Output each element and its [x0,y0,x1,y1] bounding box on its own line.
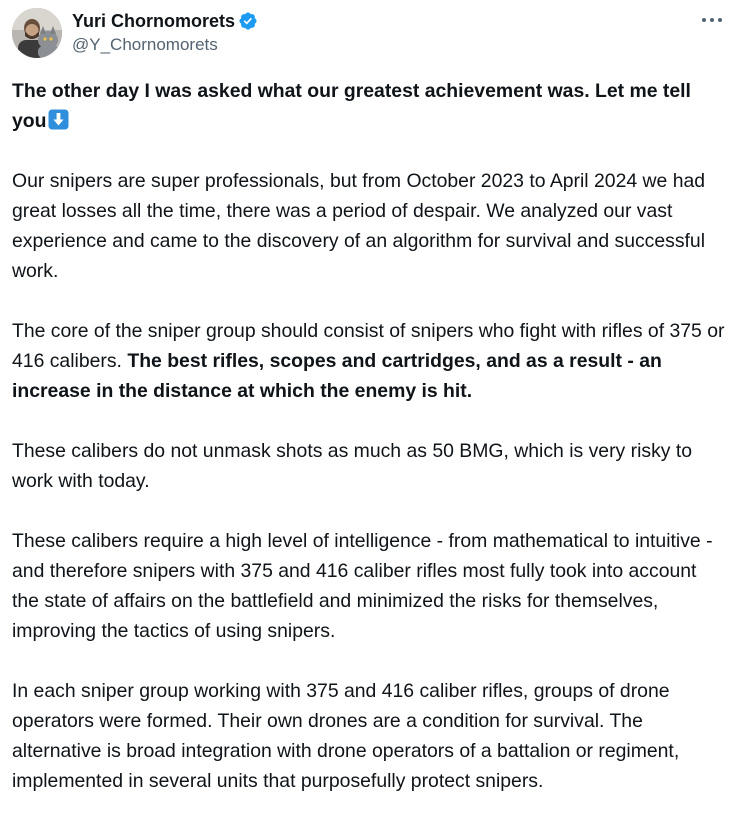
tweet-header [12,8,258,58]
tweet-paragraph-2-normal: The core of the sniper group should consist of snipers who fight with rifles of 375 or 416 calibers. [12,320,725,372]
tweet-intro [12,76,728,136]
tweet-paragraph-1: Our snipers are super professionals, but from October 2023 to April 2024 we had great losses all the time, there was a period of despair. We analyzed our vast experience and came to the discovery of an algorithm for survival and successful work. [12,170,706,282]
tweet-paragraph-4: These calibers require a high level of intelligence - from mathematical to intuitive - and therefore snipers with 375 and 416 caliber rifles most fully took into account the state of affairs on the battlefield and minimized the risks for themselves, improving the tactics of using snipers. [12,530,713,642]
tweet-text [12,76,728,826]
more-options-icon[interactable] [698,10,726,30]
down-arrow-emoji-icon [48,109,69,130]
tweet-paragraph-2-bold: The best rifles, scopes and cartridges, and as a result - an increase in the distance at which the enemy is hit. [12,350,662,402]
author-names [72,9,258,57]
name-row [72,9,258,33]
tweet-intro-text: The other day I was asked what our greatest achievement was. Let me tell you [12,80,691,132]
author-handle[interactable]: @Y_Chornomorets [72,35,218,54]
tweet-paragraph-2 [12,316,728,406]
avatar-photo [12,8,62,58]
author-display-name[interactable]: Yuri Chornomorets [72,11,236,31]
tweet-paragraph-3: These calibers do not unmask shots as much as 50 BMG, which is very risky to work with today. [12,440,693,492]
tweet-paragraph-5: In each sniper group working with 375 and 416 caliber rifles, groups of drone operators were formed. Their own drones are a condition for survival. The alternative is broad integration with drone operators of a battalion or regiment, implemented in several units that purposefully protect snipers. [12,680,680,792]
verified-badge-icon[interactable] [238,11,258,31]
avatar[interactable] [12,8,62,58]
